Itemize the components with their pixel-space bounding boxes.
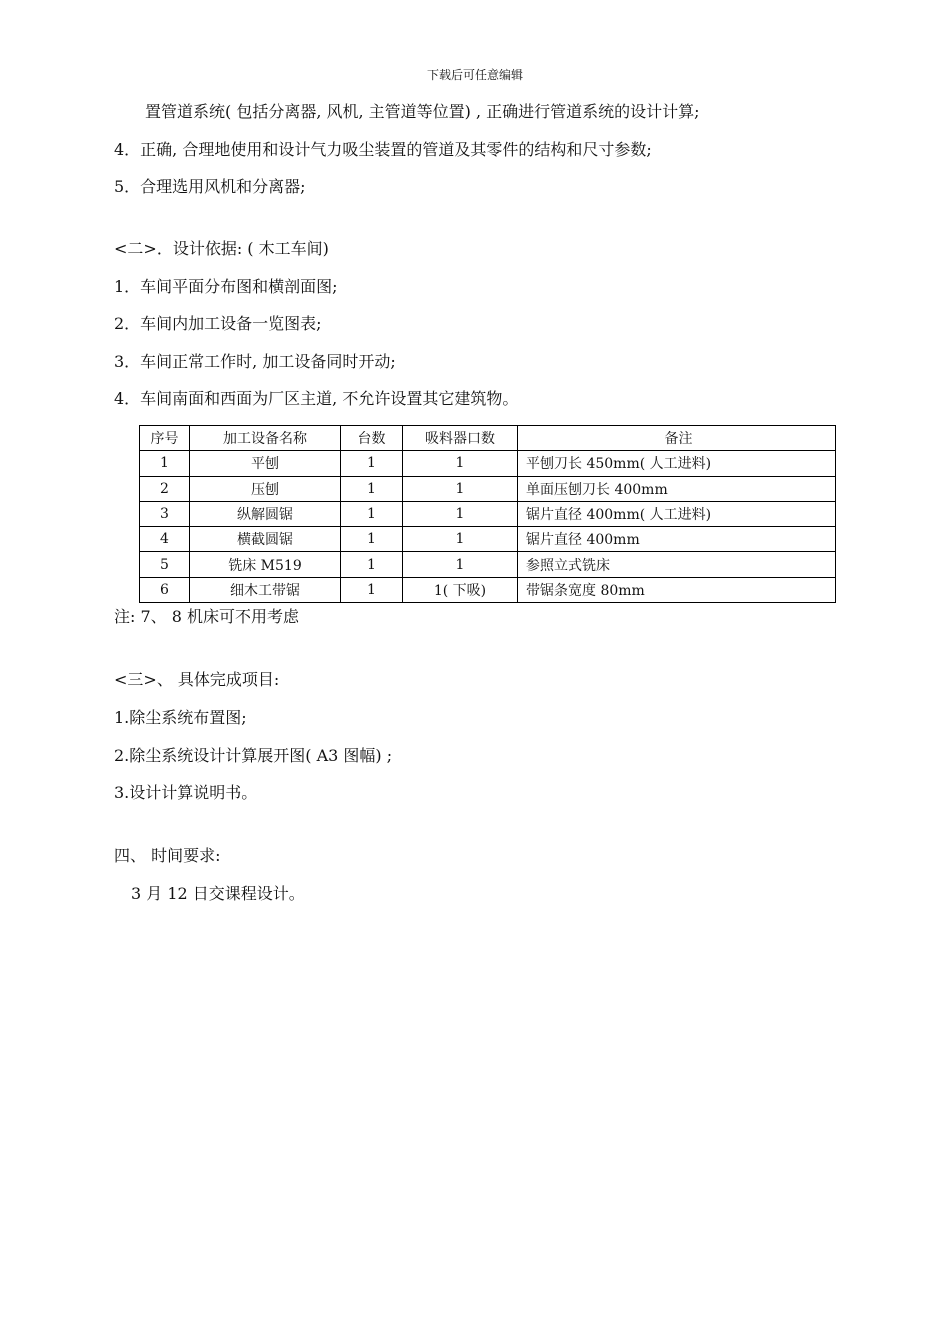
cell-equipment-name: 横截圆锯 [190,527,341,552]
cell-index: 6 [140,577,190,602]
cell-index: 2 [140,476,190,501]
cell-equipment-name: 压刨 [190,476,341,501]
cell-inlet-count: 1 [403,527,518,552]
table-header-row [140,426,836,451]
cell-count: 1 [341,577,403,602]
cell-count: 1 [341,552,403,577]
list-item: 2．车间内加工设备一览图表; [114,314,322,333]
equipment-table [139,425,836,603]
section-3-title: <三>、 具体完成项目: [114,670,280,689]
cell-index: 3 [140,501,190,526]
list-item: 3.设计计算说明书。 [114,783,258,802]
list-item: 1.除尘系统布置图; [114,708,247,727]
cell-remarks: 参照立式铣床 [518,552,836,577]
cell-remarks: 平刨刀长 450mm( 人工进料) [518,451,836,476]
paragraph-continuation: 置管道系统( 包括分离器, 风机, 主管道等位置) , 正确进行管道系统的设计计算; [145,102,700,121]
cell-count: 1 [341,501,403,526]
header-inlet-count: 吸料器口数 [403,426,518,451]
cell-index: 5 [140,552,190,577]
section-2-title: <二>．设计依据: ( 木工车间) [114,239,329,258]
deadline-text: 3 月 12 日交课程设计。 [131,884,305,903]
cell-count: 1 [341,451,403,476]
cell-equipment-name: 平刨 [190,451,341,476]
table-row [140,451,836,476]
header-equipment-name: 加工设备名称 [190,426,341,451]
cell-remarks: 单面压刨刀长 400mm [518,476,836,501]
cell-count: 1 [341,527,403,552]
list-item: 2.除尘系统设计计算展开图( A3 图幅) ; [114,746,393,765]
cell-index: 1 [140,451,190,476]
cell-remarks: 锯片直径 400mm [518,527,836,552]
list-item: 4．正确, 合理地使用和设计气力吸尘装置的管道及其零件的结构和尺寸参数; [114,140,652,159]
cell-inlet-count: 1 [403,476,518,501]
list-item: 1．车间平面分布图和横剖面图; [114,277,338,296]
table-note: 注: 7、 8 机床可不用考虑 [114,607,300,626]
cell-inlet-count: 1( 下吸) [403,577,518,602]
cell-inlet-count: 1 [403,501,518,526]
header-remarks: 备注 [518,426,836,451]
cell-remarks: 锯片直径 400mm( 人工进料) [518,501,836,526]
cell-remarks: 带锯条宽度 80mm [518,577,836,602]
list-item: 5．合理选用风机和分离器; [114,177,306,196]
table-row [140,552,836,577]
table-row [140,501,836,526]
cell-count: 1 [341,476,403,501]
page-header: 下载后可任意编辑 [426,68,523,82]
cell-inlet-count: 1 [403,552,518,577]
cell-inlet-count: 1 [403,451,518,476]
cell-index: 4 [140,527,190,552]
section-4-title: 四、 时间要求: [114,846,221,865]
list-item: 3．车间正常工作时, 加工设备同时开动; [114,352,396,371]
table-row [140,527,836,552]
list-item: 4．车间南面和西面为厂区主道, 不允许设置其它建筑物。 [114,389,519,408]
table-row [140,577,836,602]
header-index: 序号 [140,426,190,451]
header-count: 台数 [341,426,403,451]
table-row [140,476,836,501]
cell-equipment-name: 纵解圆锯 [190,501,341,526]
cell-equipment-name: 铣床 M519 [190,552,341,577]
cell-equipment-name: 细木工带锯 [190,577,341,602]
